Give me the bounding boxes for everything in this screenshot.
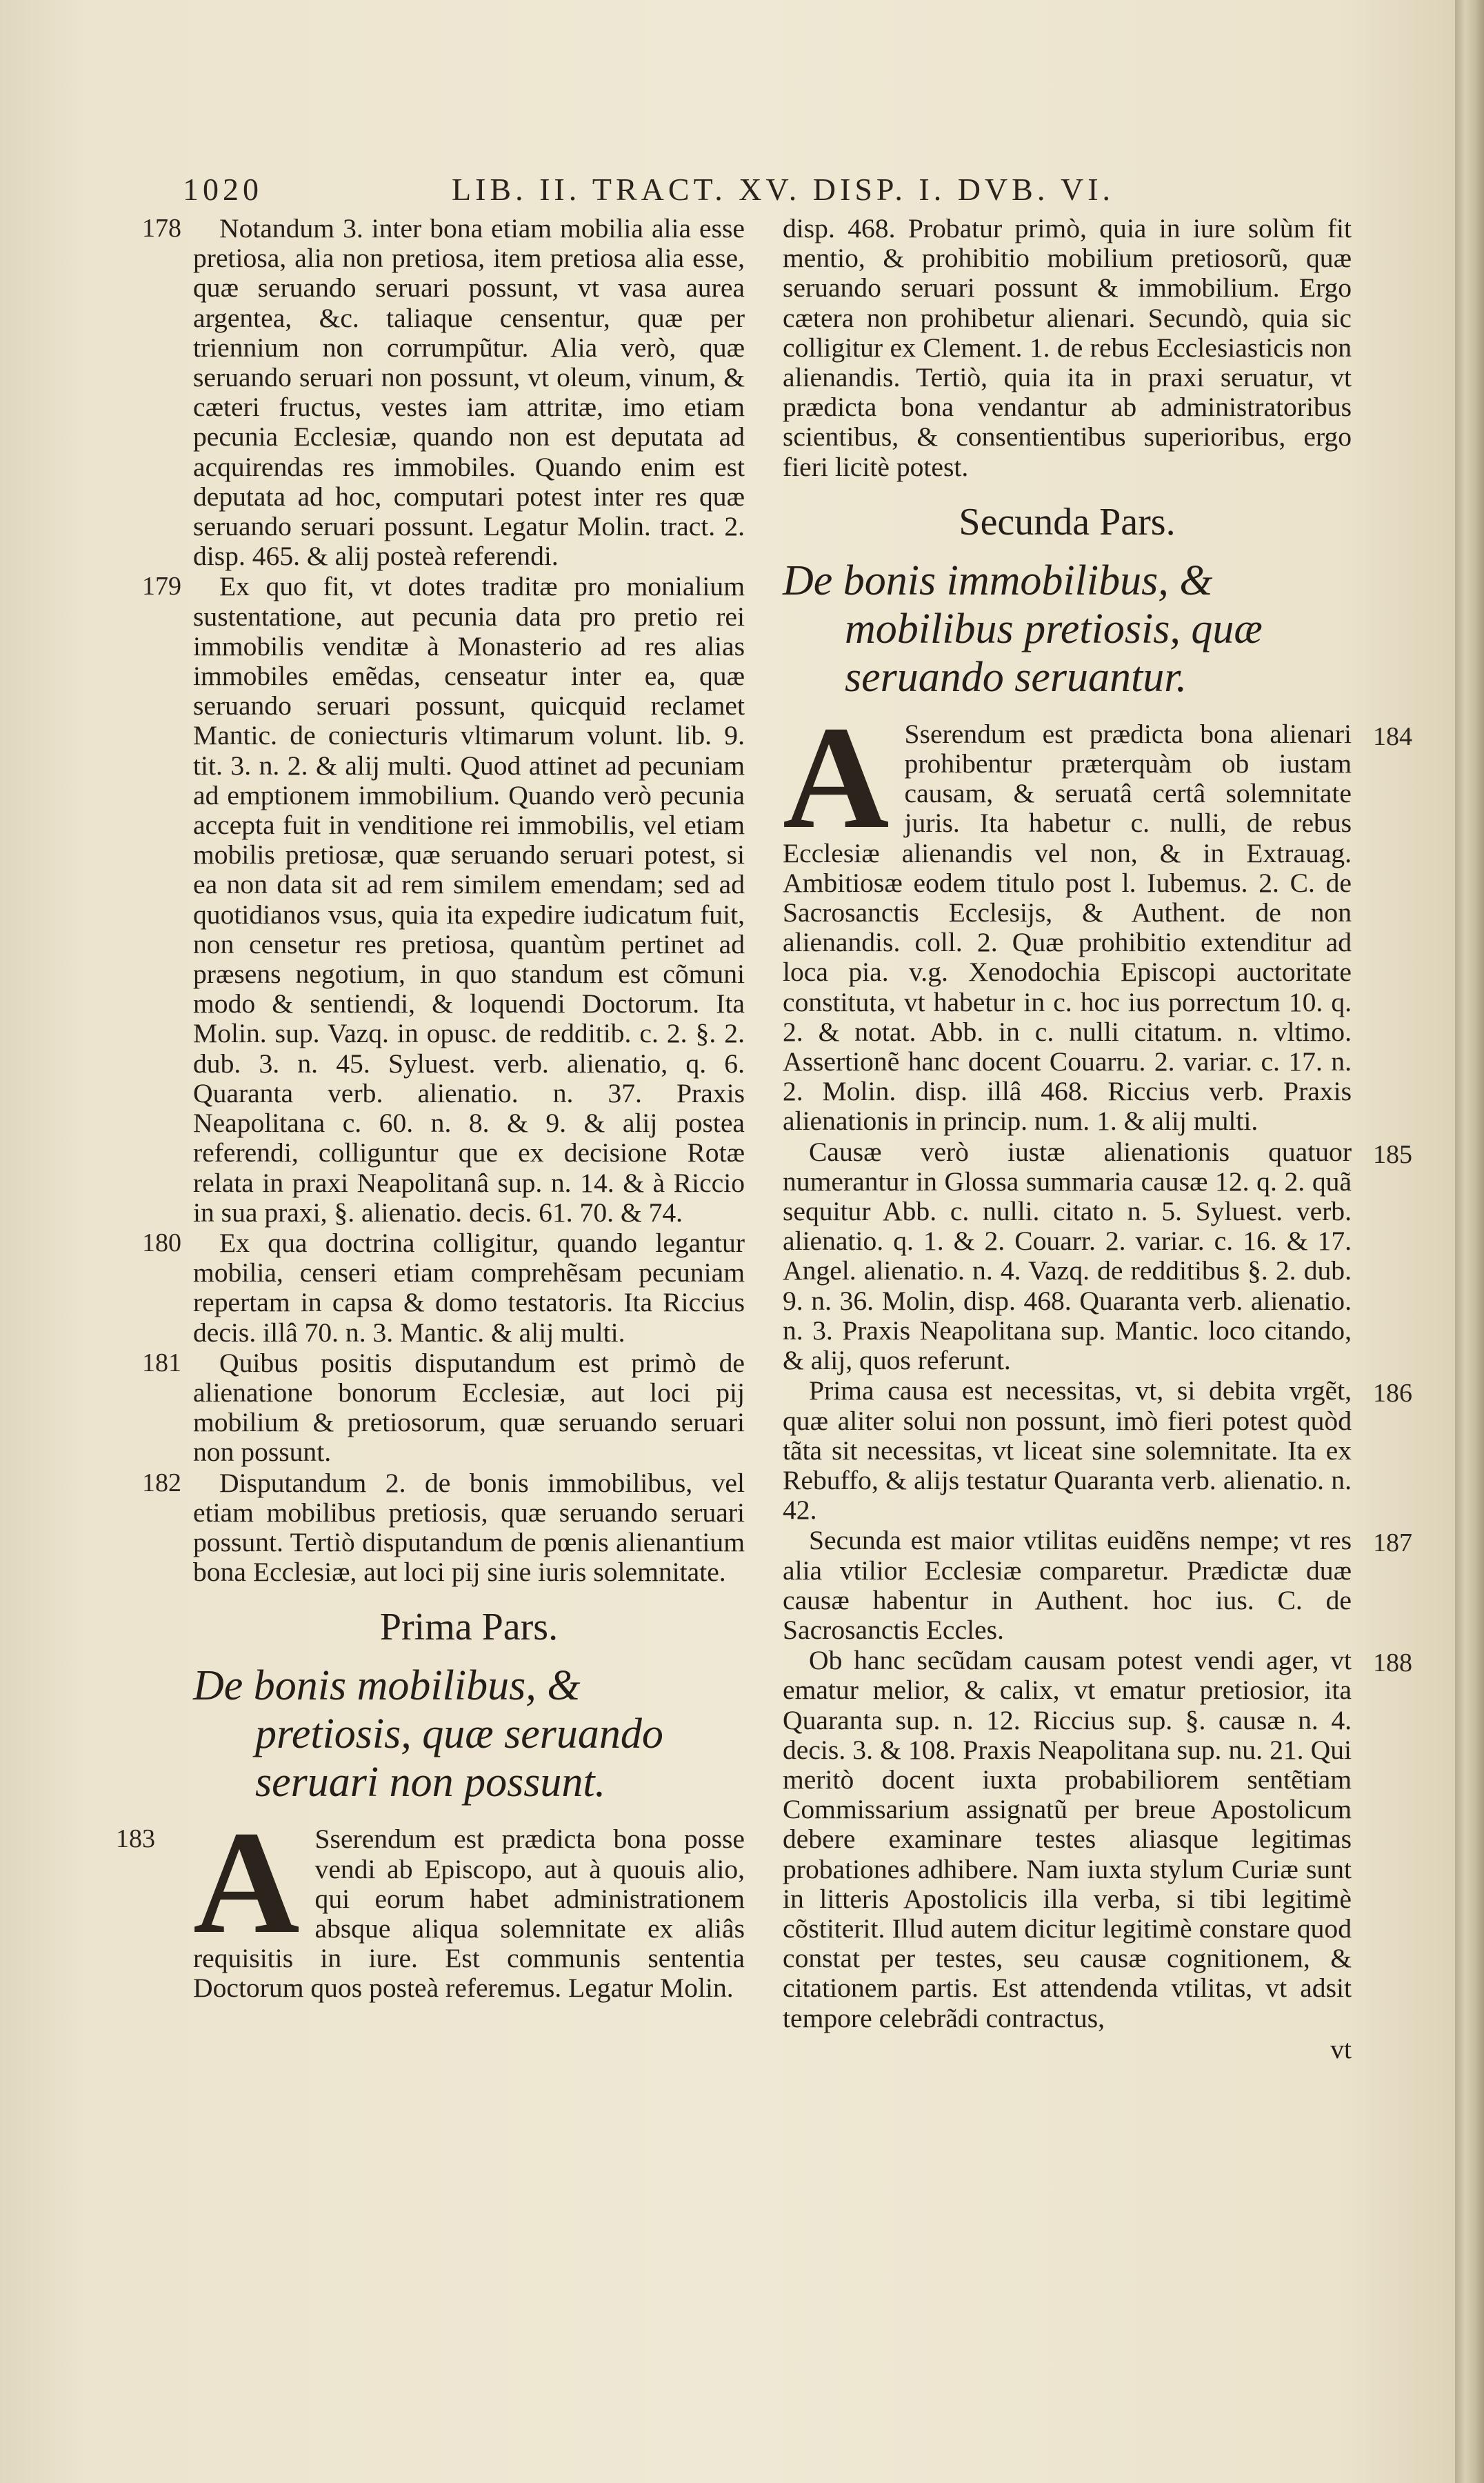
paragraph-text: Quibus positis disputandum est primò de alienatione bonorum Ecclesiæ, aut loci pij mobilium & pretiosorum, quæ seruando seruari non possunt.	[193, 1347, 745, 1468]
drop-cap: A	[783, 695, 890, 859]
paragraph-number: 181	[142, 1348, 181, 1377]
section-title-secunda-pars: Secunda Pars.	[959, 500, 1176, 544]
catchword: vt	[1330, 2033, 1352, 2064]
paragraph-text: Secunda est maior vtilitas euidẽns nempe; vt res alia vtilior Ecclesiæ comparetur. Prædictæ duæ causæ habentur in Authent. hoc ius. C. de Sacrosanctis Eccles.	[783, 1525, 1352, 1645]
paragraph-number: 180	[142, 1228, 181, 1257]
paragraph-number: 182	[142, 1468, 181, 1497]
paragraph-text: Ob hanc secũdam causam potest vendi ager, vt ematur melior, & calix, vt ematur pretiosior, ita Quaranta sup. n. 12. Riccius sup. §. causæ n. 4. decis. 3. & 108. Praxis Neapolitana sup. nu. 21. Qui meritò docent iuxta probabiliorem sentẽtiam Commissarium assignatũ per breue Apostolicum debere examinare testes aliasque legitimas probationes adhibere. Nam iuxta stylum Curiæ sunt in litteris Apostolicis illa verba, si tibi legitimè cõstiterit. Illud autem dicitur legitimè constare quod constat per testes, seu causæ cognitionem, & citationem partis. Est attendenda vtilitas, vt adsit tempore celebrãdi contractus,	[783, 1645, 1352, 2033]
paragraph-text: Prima causa est necessitas, vt, si debita vrgẽt, quæ aliter solui non possunt, imò fieri potest quòd tãta sit necessitas, vt liceat sine solemnitate. Ita ex Rebuffo, & alijs testatur Quaranta verb. alienatio. n. 42.	[783, 1375, 1352, 1526]
paragraph-number: 179	[142, 572, 181, 601]
paragraph-text: Sserendum est prædicta bona posse vendi ab Episcopo, aut à quouis alio, qui eorum habet administrationem absque aliqua solemnitate ex aliâs requisitis in iure. Est communis sententia Doctorum quos posteà referemus. Legatur Molin.	[193, 1824, 745, 2004]
paragraph-184	[783, 695, 1412, 1137]
paragraph-number: 178	[142, 214, 181, 243]
paragraph-text: Sserendum est prædicta bona alienari prohibentur præterquàm ob iustam causam, & seruatâ certâ solemnitate juris. Ita habetur c. nulli, de rebus Ecclesiæ alienandis vel non, & in Extrauag. Ambitiosæ eodem titulo post l. Iubemus. 2. C. de Sacrosanctis Ecclesijs, & Authent. de non alienandis. coll. 2. Quæ prohibitio extenditur ad loca pia. v.g. Xenodochia Episcopi auctoritate constituta, vt habetur in c. hoc ius porrectum 10. q. 2. & notat. Abb. in c. nulli citatum. n. vltimo. Assertionẽ hanc docent Couarru. 2. variar. c. 17. n. 2. Molin. disp. illâ 468. Riccius verb. Praxis alienationis in princip. num. 1. & alij multi.	[783, 718, 1352, 1137]
paragraph-179	[142, 571, 745, 1228]
page-number: 1020	[183, 172, 263, 207]
section-subtitle: De bonis immobilibus, & mobilibus pretiosis, quæ seruando seruantur.	[783, 557, 1263, 701]
paragraph-text: Causæ verò iustæ alienationis quatuor numerantur in Glossa summaria causæ 12. q. 2. quã sequitur Abb. c. nulli. citato n. 5. Syluest. verb. alienatio. q. 1. & 2. Couarr. 2. variar. c. 16. & 17. Angel. alienatio. n. 4. Vazq. de redditibus §. 2. dub. 9. n. 36. Molin, disp. 468. Quaranta verb. alienatio. n. 3. Praxis Neapolitana sup. Mantic. loco citando, & alij, quos referunt.	[783, 1136, 1352, 1376]
running-title: LIB. II. TRACT. XV. DISP. I. DVB. VI.	[452, 172, 1115, 207]
paragraph-text: Ex qua doctrina colligitur, quando legantur mobilia, censeri etiam comprehẽsam pecuniam repertam in capsa & domo testatoris. Ita Riccius decis. illâ 70. n. 3. Mantic. & alij multi.	[193, 1227, 745, 1348]
paragraph-182	[142, 1467, 745, 1588]
paragraph-185	[783, 1136, 1412, 1376]
page-edge	[1455, 0, 1484, 2483]
paragraph-number: 183	[116, 1824, 155, 1854]
paragraph-186	[783, 1375, 1412, 1526]
paragraph-text: disp. 468. Probatur primò, quia in iure solùm fit mentio, & prohibitio mobilium pretiosorũ, quæ seruando seruari possunt & immobilium. Ergo cætera non prohibetur alienari. Secundò, quia sic colligitur ex Clement. 1. de rebus Ecclesiasticis non alienandis. Tertiò, quia ita in praxi seruatur, vt prædicta bona vendantur ab administratoribus scientibus, & consentientibus superioribus, ergo fieri licitè potest.	[783, 213, 1352, 482]
paragraph-number: 184	[1373, 721, 1412, 751]
paragraph-number: 188	[1373, 1648, 1412, 1678]
section-title-prima-pars: Prima Pars.	[379, 1606, 559, 1649]
paragraph-text: Disputandum 2. de bonis immobilibus, vel etiam mobilibus pretiosis, quæ seruando seruari possunt. Tertiò disputandum de pœnis alienantium bona Ecclesiæ, aut loci pij sine iuris solemnitate.	[193, 1467, 745, 1588]
paragraph-181	[142, 1347, 745, 1468]
paragraph-188	[783, 1645, 1412, 2033]
paragraph-number: 187	[1373, 1528, 1412, 1558]
paragraph-number: 186	[1373, 1379, 1412, 1408]
right-column	[783, 213, 1412, 2064]
paragraph-continued	[783, 214, 1352, 482]
section-subtitle: De bonis mobilibus, & pretiosis, quæ seruando seruari non possunt.	[193, 1662, 663, 1806]
paragraph-number: 185	[1373, 1139, 1412, 1169]
paragraph-180	[142, 1227, 745, 1348]
drop-cap: A	[193, 1801, 300, 1965]
paragraph-text: Ex quo fit, vt dotes traditæ pro monialium sustentatione, aut pecunia data pro pretio rei immobilis venditæ à Monasterio ad res alias immobiles emẽdas, censeatur inter ea, quæ seruando seruari possunt, quicquid reclamet Mantic. de coniecturis vltimarum volunt. lib. 9. tit. 3. n. 2. & alij multi. Quod attinet ad pecuniam ad emptionem immobilium. Quando verò pecunia accepta fuit in venditione rei immobilis, vel etiam mobilis pretiosæ, quæ seruando seruari potest, si ea non data sit ad rem similem emendam; sed ad quotidianos vsus, quia ita expedire iudicatum fuit, non censetur res pretiosa, quantùm pertinet ad præsens negotium, in quo standum est cõmuni modo & sentiendi, & loquendi Doctorum. Ita Molin. sup. Vazq. in opusc. de redditib. c. 2. §. 2. dub. 3. n. 45. Syluest. verb. alienatio, q. 6. Quaranta verb. alienatio. n. 37. Praxis Neapolitana c. 60. n. 8. & 9. & alij postea referendi, colliguntur que ex decisione Rotæ relata in praxi Neapolitanâ sup. n. 14. & à Riccio in sua praxi, §. alienatio. decis. 61. 70. & 74.	[193, 571, 745, 1228]
page-header	[148, 164, 1369, 212]
paragraph-178	[142, 213, 745, 572]
paragraph-183	[116, 1801, 745, 2004]
paragraph-text: Notandum 3. inter bona etiam mobilia alia esse pretiosa, alia non pretiosa, item pretiosa alia esse, quæ seruando seruari possunt, vt vasa aurea argentea, &c. taliaque censentur, quæ per triennium non corrumpũtur. Alia verò, quæ seruando seruari non possunt, vt oleum, vinum, & cæteri fructus, vestes iam attritæ, imo etiam pecunia Ecclesiæ, quando non est deputata ad acquirendas res immobiles. Quando enim est deputata ad hoc, computari potest inter res quæ seruando seruari possunt. Legatur Molin. tract. 2. disp. 465. & alij posteà referendi.	[193, 213, 745, 572]
left-column	[116, 213, 745, 2004]
paragraph-187	[783, 1525, 1412, 1645]
